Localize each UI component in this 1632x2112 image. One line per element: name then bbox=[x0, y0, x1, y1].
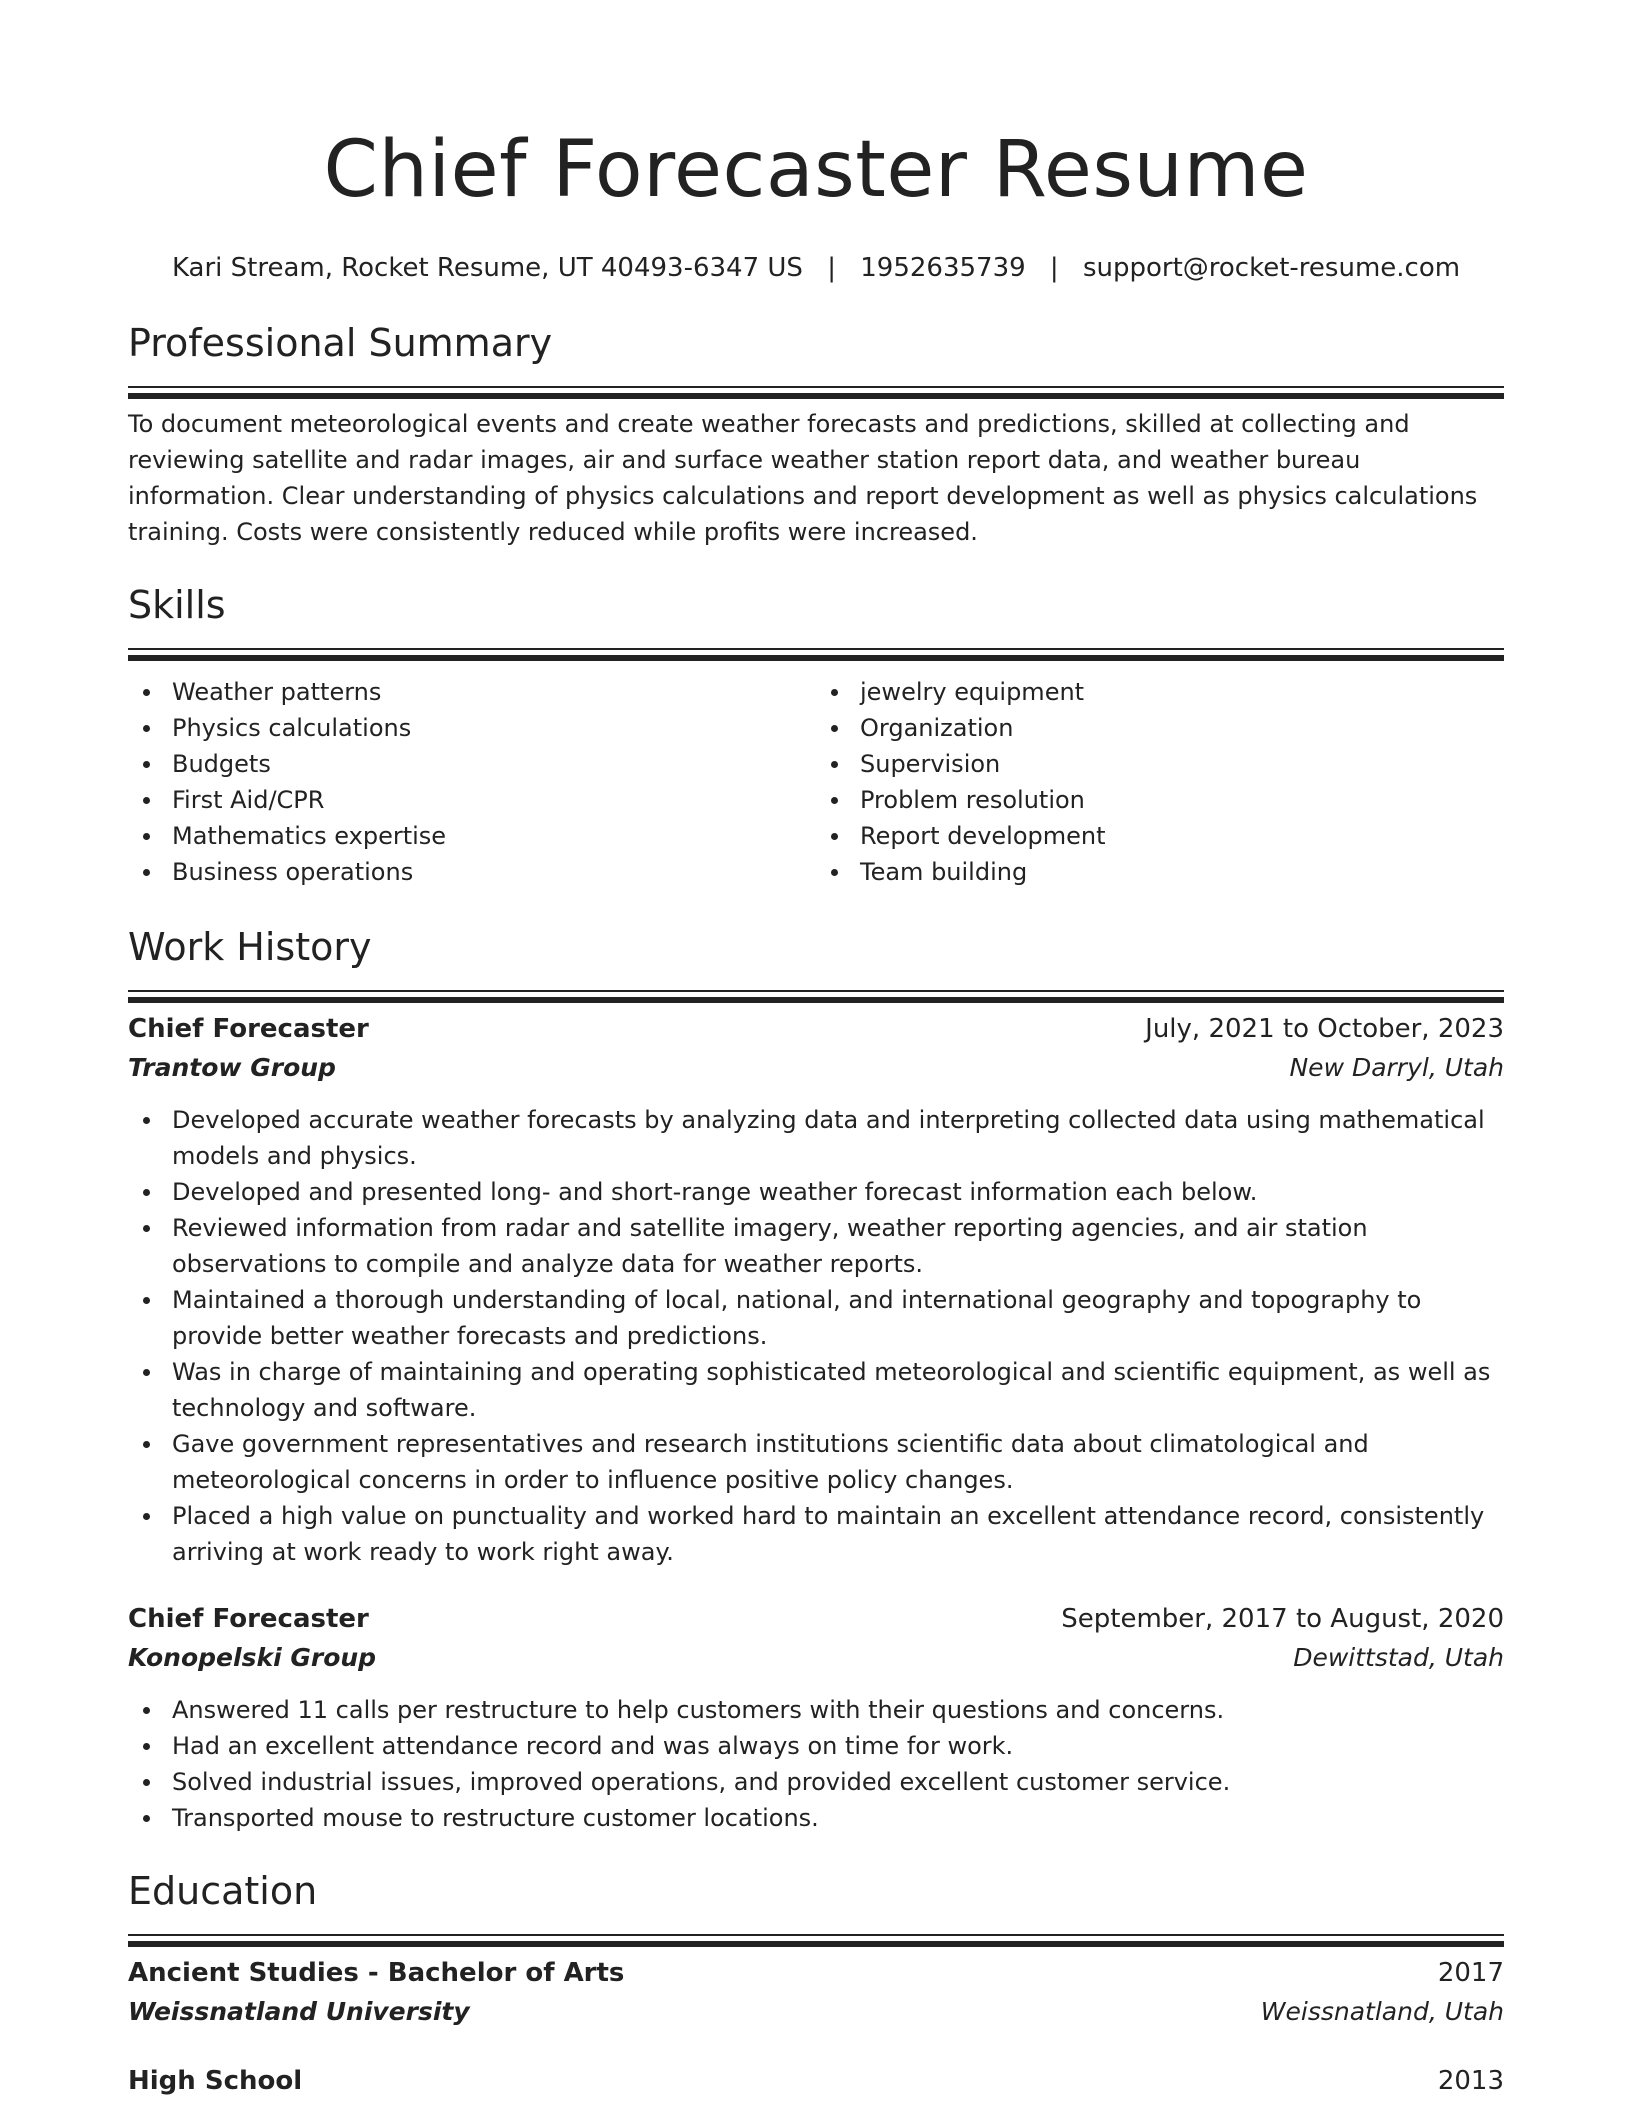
skills-section bbox=[128, 580, 1504, 890]
skill-item: Mathematics expertise bbox=[172, 818, 816, 854]
job-duty-item: Answered 11 calls per restructure to help customers with their questions and concerns. bbox=[172, 1692, 1504, 1728]
education-school: Weissnatland University bbox=[128, 1997, 470, 2026]
contact-separator: | bbox=[1049, 253, 1059, 283]
job-duty-item: Solved industrial issues, improved operations, and provided excellent customer service. bbox=[172, 1764, 1504, 1800]
skills-grid bbox=[128, 674, 1504, 890]
education-section bbox=[128, 1866, 1504, 2100]
skill-item: jewelry equipment bbox=[860, 674, 1504, 710]
section-divider bbox=[128, 1934, 1504, 1936]
resume-title: Chief Forecaster Resume bbox=[323, 125, 1309, 215]
job-company: Trantow Group bbox=[128, 1053, 336, 1082]
job-title: Chief Forecaster bbox=[128, 1604, 369, 1634]
education-heading: Education bbox=[128, 1869, 318, 1913]
job-duty-item: Developed accurate weather forecasts by analyzing data and interpreting collected data using mathematical models and physics. bbox=[172, 1102, 1504, 1174]
contact-phone: 1952635739 bbox=[860, 253, 1026, 283]
job-duty-item: Transported mouse to restructure customer locations. bbox=[172, 1800, 1504, 1836]
job-location: New Darryl, Utah bbox=[1289, 1053, 1504, 1082]
summary-heading: Professional Summary bbox=[128, 321, 553, 365]
summary-text: To document meteorological events and create weather forecasts and predictions, skilled at collecting and reviewing satellite and radar images, air and surface weather station report data, and weather bureau information. Clear understanding of physics calculations and report development as well as physics calculations training. Costs were consistently reduced while profits were increased. bbox=[128, 410, 1478, 546]
contact-line bbox=[128, 250, 1504, 286]
job-duty-item: Gave government representatives and research institutions scientific data about climatological and meteorological concerns in order to influence positive policy changes. bbox=[172, 1426, 1504, 1498]
job-duty-item: Maintained a thorough understanding of local, national, and international geography and topography to provide better weather forecasts and predictions. bbox=[172, 1282, 1504, 1354]
section-divider bbox=[128, 990, 1504, 992]
skill-item: Budgets bbox=[172, 746, 816, 782]
section-divider bbox=[128, 648, 1504, 650]
skill-item: Report development bbox=[860, 818, 1504, 854]
skills-column-left bbox=[128, 674, 816, 890]
education-degree: High School bbox=[128, 2066, 303, 2096]
skill-item: Business operations bbox=[172, 854, 816, 890]
job-title: Chief Forecaster bbox=[128, 1014, 369, 1044]
contact-address: Kari Stream, Rocket Resume, UT 40493-6347 US bbox=[171, 253, 803, 283]
skill-item: Supervision bbox=[860, 746, 1504, 782]
summary-section bbox=[128, 318, 1504, 550]
job-dates: September, 2017 to August, 2020 bbox=[1061, 1604, 1504, 1634]
job-duties bbox=[128, 1692, 1504, 1836]
skills-column-right bbox=[816, 674, 1504, 890]
education-location: Weissnatland, Utah bbox=[1260, 1997, 1504, 2026]
section-divider bbox=[128, 386, 1504, 388]
job-entry bbox=[128, 1010, 1504, 1570]
education-entry bbox=[128, 2062, 1504, 2100]
job-company: Konopelski Group bbox=[128, 1643, 377, 1672]
education-year: 2013 bbox=[1437, 2066, 1504, 2096]
skill-item: Problem resolution bbox=[860, 782, 1504, 818]
skill-item: First Aid/CPR bbox=[172, 782, 816, 818]
job-location: Dewittstad, Utah bbox=[1293, 1643, 1504, 1672]
contact-separator: | bbox=[827, 253, 836, 283]
skill-item: Organization bbox=[860, 710, 1504, 746]
job-duty-item: Was in charge of maintaining and operating sophisticated meteorological and scientific equipment, as well as technology and software. bbox=[172, 1354, 1504, 1426]
skill-item: Physics calculations bbox=[172, 710, 816, 746]
skill-item: Weather patterns bbox=[172, 674, 816, 710]
job-duty-item: Had an excellent attendance record and was always on time for work. bbox=[172, 1728, 1504, 1764]
education-entry bbox=[128, 1954, 1504, 2032]
skills-heading: Skills bbox=[128, 583, 226, 627]
work-history-heading: Work History bbox=[128, 925, 372, 969]
job-duty-item: Placed a high value on punctuality and worked hard to maintain an excellent attendance record, consistently arriving at work ready to work right away. bbox=[172, 1498, 1504, 1570]
work-history-section bbox=[128, 922, 1504, 1836]
job-dates: July, 2021 to October, 2023 bbox=[1145, 1014, 1504, 1044]
education-degree: Ancient Studies - Bachelor of Arts bbox=[128, 1958, 625, 1988]
job-entry bbox=[128, 1600, 1504, 1836]
education-year: 2017 bbox=[1437, 1958, 1504, 1988]
skill-item: Team building bbox=[860, 854, 1504, 890]
job-duty-item: Reviewed information from radar and satellite imagery, weather reporting agencies, and air station observations to compile and analyze data for weather reports. bbox=[172, 1210, 1504, 1282]
contact-email: support@rocket-resume.com bbox=[1082, 253, 1461, 283]
job-duty-item: Developed and presented long- and short-range weather forecast information each below. bbox=[172, 1174, 1504, 1210]
job-duties bbox=[128, 1102, 1504, 1570]
